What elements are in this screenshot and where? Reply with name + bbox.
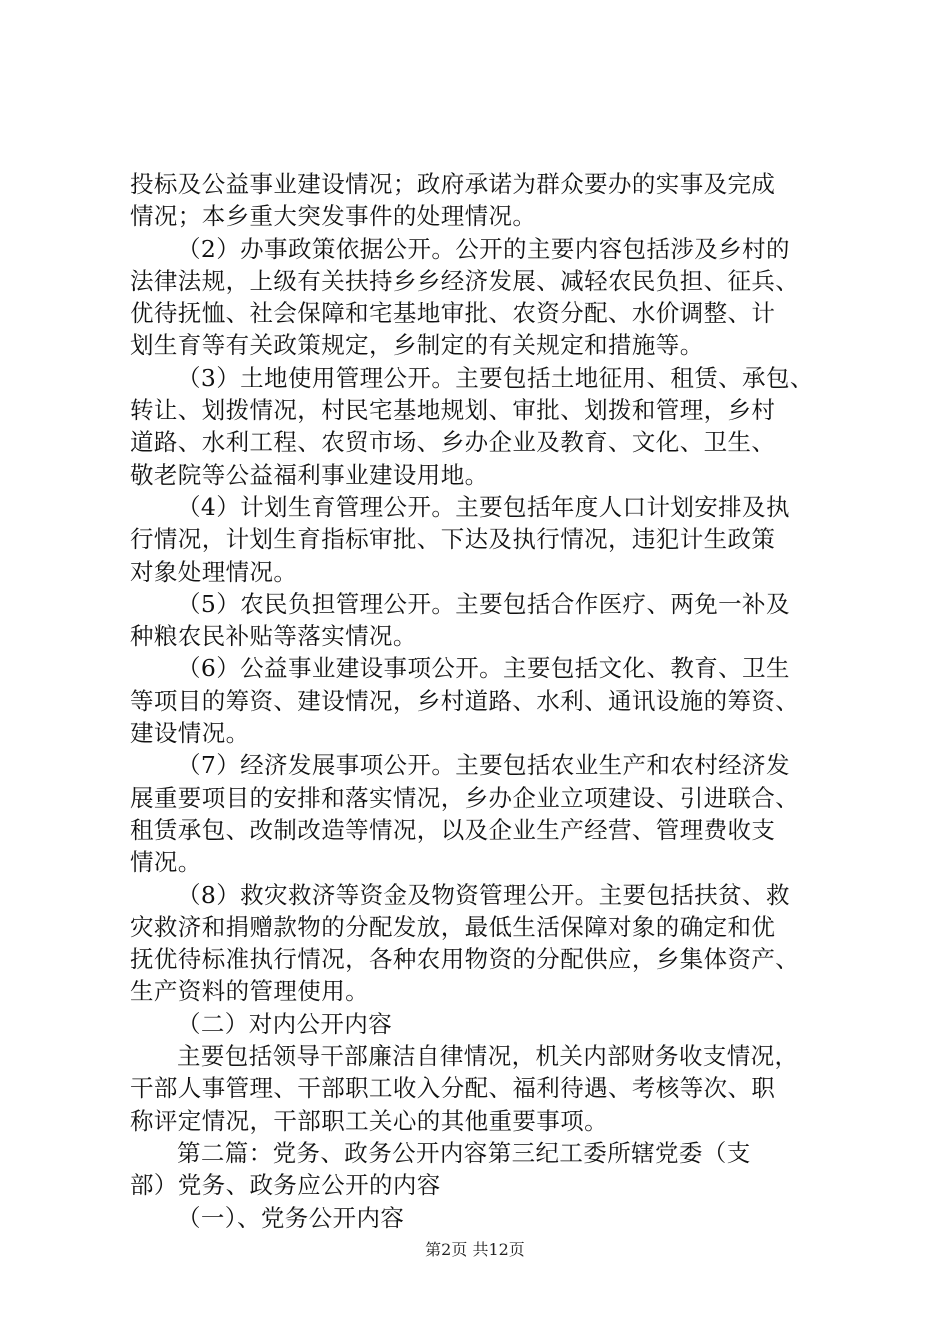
page-number: 第2页 共12页: [425, 1240, 525, 1259]
text-line: 等项目的筹资、建设情况，乡村道路、水利、通讯设施的筹资、: [130, 686, 800, 715]
text-line: 干部人事管理、干部职工收入分配、福利待遇、考核等次、职: [130, 1074, 776, 1103]
text-line: 划生育等有关政策规定，乡制定的有关规定和措施等。: [130, 331, 704, 360]
document-body: [130, 168, 830, 1234]
text-line: 转让、划拨情况，村民宅基地规划、审批、划拨和管理，乡村: [130, 396, 776, 425]
paragraph-first-line: （4）计划生育管理公开。主要包括年度人口计划安排及执: [177, 492, 790, 521]
paragraph-first-line: （7）经济发展事项公开。主要包括农业生产和农村经济发: [177, 751, 790, 780]
text-line: 称评定情况，干部职工关心的其他重要事项。: [130, 1106, 608, 1135]
text-line: 道路、水利工程、农贸市场、乡办企业及教育、文化、卫生、: [130, 428, 776, 457]
text-line: 生产资料的管理使用。: [130, 977, 369, 1006]
paragraph-first-line: （2）办事政策依据公开。公开的主要内容包括涉及乡村的: [177, 234, 790, 263]
text-line: 对象处理情况。: [130, 557, 298, 586]
page-footer: [0, 1240, 950, 1260]
chapter-heading: 第二篇：党务、政务公开内容第三纪工委所辖党委（支: [177, 1138, 751, 1167]
paragraph-first-line: 主要包括领导干部廉洁自律情况，机关内部财务收支情况，: [177, 1042, 799, 1071]
text-line: 种粮农民补贴等落实情况。: [130, 622, 417, 651]
paragraph-first-line: （5）农民负担管理公开。主要包括合作医疗、两免一补及: [177, 589, 790, 618]
section-heading: （一）、党务公开内容: [177, 1203, 405, 1232]
text-line: 投标及公益事业建设情况；政府承诺为群众要办的实事及完成: [130, 170, 776, 198]
paragraph-first-line: （8）救灾救济等资金及物资管理公开。主要包括扶贫、救: [177, 880, 790, 909]
text-line: 情况；本乡重大突发事件的处理情况。: [130, 202, 537, 231]
text-line: 租赁承包、改制改造等情况，以及企业生产经营、管理费收支: [130, 815, 776, 844]
text-line: 灾救济和捐赠款物的分配发放，最低生活保障对象的确定和优: [130, 912, 776, 941]
text-line: 建设情况。: [130, 719, 250, 748]
chapter-heading: 部）党务、政务应公开的内容: [130, 1171, 441, 1200]
text-line: 行情况，计划生育指标审批、下达及执行情况，违犯计生政策: [130, 525, 776, 554]
text-line: 法律法规，上级有关扶持乡乡经济发展、减轻农民负担、征兵、: [130, 266, 800, 295]
paragraph-first-line: （6）公益事业建设事项公开。主要包括文化、教育、卫生: [177, 654, 790, 683]
paragraph-first-line: （3）土地使用管理公开。主要包括土地征用、租赁、承包、: [177, 363, 814, 392]
text-line: 情况。: [130, 848, 202, 877]
text-line: 优待抚恤、社会保障和宅基地审批、农资分配、水价调整、计: [130, 299, 776, 328]
text-line: 敬老院等公益福利事业建设用地。: [130, 460, 489, 489]
section-heading: （二）对内公开内容: [177, 1009, 393, 1038]
text-line: 抚优待标准执行情况，各种农用物资的分配供应，乡集体资产、: [130, 945, 800, 974]
text-line: 展重要项目的安排和落实情况，乡办企业立项建设、引进联合、: [130, 783, 800, 812]
